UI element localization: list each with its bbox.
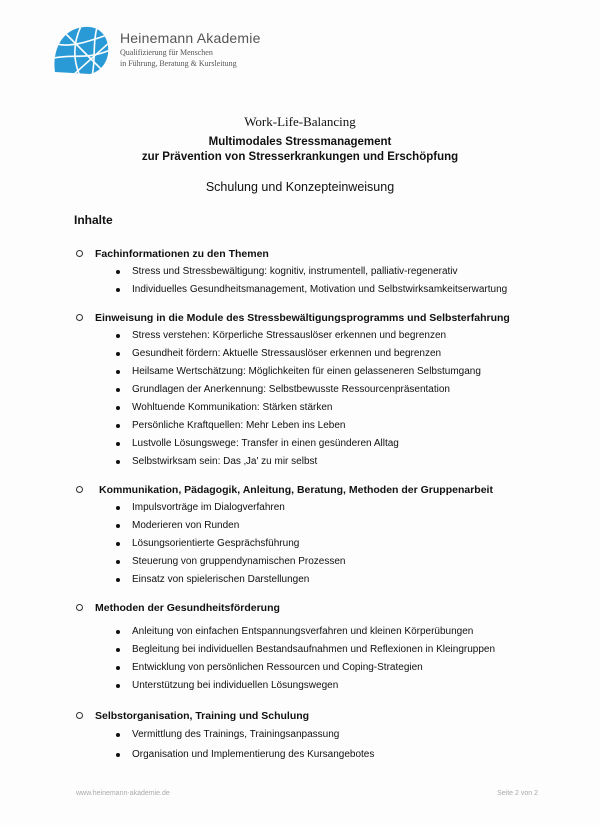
- logo-name: Heinemann Akademie: [120, 30, 261, 46]
- bullet-icon: [116, 753, 120, 757]
- circle-bullet-icon: [76, 712, 83, 719]
- bullet-icon: [116, 648, 120, 652]
- list-item: Lustvolle Lösungswege: Transfer in einen gesünderen Alltag: [76, 435, 510, 453]
- bullet-icon: [116, 288, 120, 292]
- page-title: Work-Life-Balancing: [244, 114, 356, 129]
- bullet-icon: [116, 666, 120, 670]
- list-item: Individuelles Gesundheitsmanagement, Motivation und Selbstwirksamkeitserwartung: [76, 281, 507, 299]
- section-gesundheitsfoerderung: [76, 602, 495, 695]
- list-item: Lösungsorientierte Gesprächsführung: [76, 535, 493, 553]
- bullet-icon: [116, 460, 120, 464]
- bullet-icon: [116, 388, 120, 392]
- list-item: Einsatz von spielerischen Darstellungen: [76, 571, 493, 589]
- bullet-icon: [116, 442, 120, 446]
- section-title: Fachinformationen zu den Themen: [95, 248, 269, 260]
- bullet-icon: [116, 630, 120, 634]
- list-item: Gesundheit fördern: Aktuelle Stressauslöser erkennen und begrenzen: [76, 345, 510, 363]
- section-kommunikation: [76, 484, 493, 589]
- section-title: Selbstorganisation, Training und Schulung: [95, 710, 310, 722]
- logo-tagline-2: in Führung, Beratung & Kursleitung: [120, 59, 237, 68]
- list-item: Stress und Stressbewältigung: kognitiv, instrumentell, palliativ-regenerativ: [76, 263, 507, 281]
- bullet-icon: [116, 334, 120, 338]
- list-item: Heilsame Wertschätzung: Möglichkeiten für einen gelasseneren Selbstumgang: [76, 363, 510, 381]
- footer-website: www.heinemann-akademie.de: [76, 790, 170, 797]
- bullet-icon: [116, 406, 120, 410]
- circle-bullet-icon: [76, 486, 83, 493]
- footer-page-number: Seite 2 von 2: [497, 790, 538, 797]
- logo-globe-icon: [52, 24, 110, 76]
- logo: [52, 24, 261, 76]
- bullet-icon: [116, 524, 120, 528]
- section-einweisung: [76, 312, 510, 471]
- section-fachinformationen: [76, 248, 507, 299]
- list-item: Anleitung von einfachen Entspannungsverfahren und kleinen Körperübungen: [76, 623, 495, 641]
- section-title: Kommunikation, Pädagogik, Anleitung, Beratung, Methoden der Gruppenarbeit: [99, 484, 493, 496]
- section-title: Einweisung in die Module des Stressbewältigungsprogramms und Selbsterfahrung: [95, 312, 510, 324]
- section-selbstorganisation: [76, 710, 374, 765]
- list-item: Persönliche Kraftquellen: Mehr Leben ins Leben: [76, 417, 510, 435]
- circle-bullet-icon: [76, 604, 83, 611]
- list-item: Wohltuende Kommunikation: Stärken stärken: [76, 399, 510, 417]
- list-item: Impulsvorträge im Dialogverfahren: [76, 499, 493, 517]
- list-item: Grundlagen der Anerkennung: Selbstbewusste Ressourcenpräsentation: [76, 381, 510, 399]
- logo-tagline-1: Qualifizierung für Menschen: [120, 48, 213, 57]
- subtitle-3: Schulung und Konzepteinweisung: [205, 180, 395, 194]
- list-item: Stress verstehen: Körperliche Stressauslöser erkennen und begrenzen: [76, 327, 510, 345]
- bullet-icon: [116, 560, 120, 564]
- circle-bullet-icon: [76, 250, 83, 257]
- subtitle-1: Multimodales Stressmanagement: [208, 136, 392, 148]
- list-item: Entwicklung von persönlichen Ressourcen und Coping-Strategien: [76, 659, 495, 677]
- bullet-icon: [116, 270, 120, 274]
- bullet-icon: [116, 542, 120, 546]
- list-item: Unterstützung bei individuellen Lösungswegen: [76, 677, 495, 695]
- list-item: Begleitung bei individuellen Bestandsaufnahmen und Reflexionen in Kleingruppen: [76, 641, 495, 659]
- section-title: Methoden der Gesundheitsförderung: [95, 602, 280, 614]
- list-item: Moderieren von Runden: [76, 517, 493, 535]
- contents-heading: Inhalte: [74, 213, 113, 227]
- bullet-icon: [116, 352, 120, 356]
- list-item: Steuerung von gruppendynamischen Prozessen: [76, 553, 493, 571]
- list-item: Organisation und Implementierung des Kursangebotes: [76, 745, 374, 765]
- bullet-icon: [116, 370, 120, 374]
- bullet-icon: [116, 684, 120, 688]
- bullet-icon: [116, 424, 120, 428]
- bullet-icon: [116, 506, 120, 510]
- list-item: Vermittlung des Trainings, Trainingsanpassung: [76, 725, 374, 745]
- bullet-icon: [116, 578, 120, 582]
- list-item: Selbstwirksam sein: Das ‚Ja' zu mir selbst: [76, 453, 510, 471]
- subtitle-2: zur Prävention von Stresserkrankungen und Erschöpfung: [141, 151, 459, 163]
- bullet-icon: [116, 733, 120, 737]
- circle-bullet-icon: [76, 314, 83, 321]
